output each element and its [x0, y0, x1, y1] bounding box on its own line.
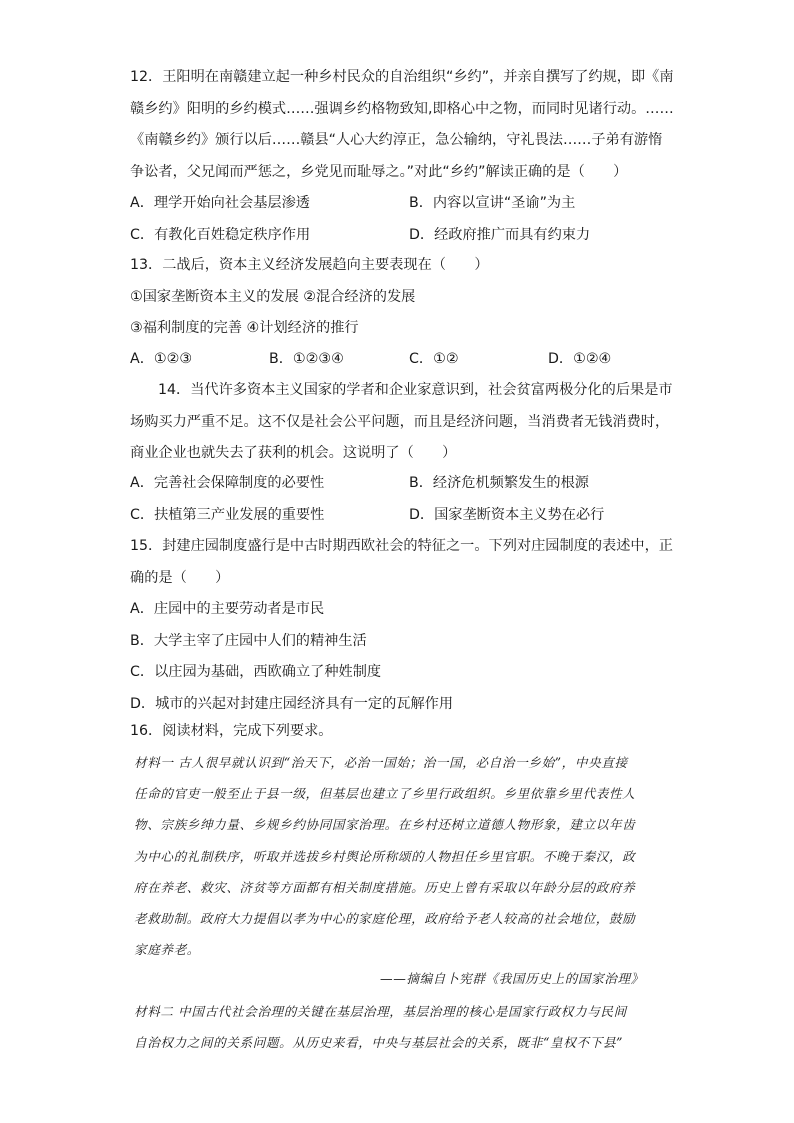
- material-line: 为中心的礼制秩序，听取并选拔乡村舆论所称颂的人物担任乡里官职。不晚于秦汉，政: [134, 848, 636, 864]
- material-line: 自治权力之间的关系问题。从历史来看，中央与基层社会的关系，既非“皇权不下县”: [134, 1035, 624, 1051]
- q14-line: 商业企业也就失去了获利的机会。这说明了（ ）: [130, 445, 457, 461]
- q13-stem: 13．二战后，资本主义经济发展趋向主要表现在（ ）: [130, 257, 489, 273]
- material-line: 任命的官吏一般至止于县一级，但基层也建立了乡里行政组织。乡里依靠乡里代表性人: [134, 786, 636, 802]
- material-line: 物、宗族乡绅力量、乡规乡约协同国家治理。在乡村还树立道德人物形象，建立以年齿: [134, 817, 636, 833]
- q13-option-d[interactable]: D．①②④: [548, 351, 612, 367]
- q14-options: [130, 468, 675, 531]
- material-line: 材料一 古人很早就认识到“治天下，必治一国始；治一国，必自治一乡始”，中央直接: [134, 755, 628, 770]
- material-1-source: ——摘编自卜宪群《我国历史上的国家治理》: [380, 971, 644, 986]
- q16-stem: 16．阅读材料，完成下列要求。: [130, 723, 333, 739]
- q12-line: 争讼者，父兄闻而严惩之，乡党见而耻辱之。”对此“乡约”解读正确的是（ ）: [130, 163, 628, 180]
- q15-line: 15．封建庄园制度盛行是中古时期西欧社会的特征之一。下列对庄园制度的表述中，正: [130, 538, 673, 554]
- q12-line: 赣乡约》阳明的乡约模式……强调乡约格物致知,即格心中之物，而同时见诸行动。……: [130, 100, 674, 117]
- q13-options: [130, 344, 675, 376]
- q13-item: ①国家垄断资本主义的发展 ②混合经济的发展: [130, 288, 416, 305]
- q12-line: 12．王阳明在南赣建立起一种乡村民众的自治组织“乡约”，并亲自撰写了约规，即《南: [130, 69, 674, 85]
- question-16: [130, 716, 675, 748]
- q13-option-c[interactable]: C．①②: [409, 351, 459, 367]
- q14-line: 14．当代许多资本主义国家的学者和企业家意识到，社会贫富两极分化的后果是市: [158, 382, 673, 398]
- q15-option-c[interactable]: C．以庄园为基础，西欧确立了种姓制度: [130, 664, 382, 680]
- q12-option-a[interactable]: A．理学开始向社会基层渗透: [130, 195, 310, 211]
- q14-option-d[interactable]: D．国家垄断资本主义势在必行: [409, 506, 605, 523]
- q12-line: 《南赣乡约》颁行以后……赣县“人心大约淳正，急公输纳，守礼畏法……子弟有游惰: [130, 132, 663, 148]
- q15-option-a[interactable]: A．庄园中的主要劳动者是市民: [130, 601, 325, 617]
- question-13: [130, 250, 675, 345]
- q12-options: [130, 188, 675, 251]
- q12-option-d[interactable]: D．经政府推广而具有约束力: [409, 226, 591, 243]
- q13-option-b[interactable]: B．①②③④: [269, 351, 344, 367]
- q13-option-a[interactable]: A．①②③: [130, 351, 193, 367]
- q15-option-d[interactable]: D．城市的兴起对封建庄园经济具有一定的瓦解作用: [130, 695, 454, 712]
- material-line: 老救助制。政府大力提倡以孝为中心的家庭伦理，政府给予老人较高的社会地位，鼓励: [134, 910, 636, 926]
- q14-option-a[interactable]: A．完善社会保障制度的必要性: [130, 475, 325, 491]
- material-2: [134, 996, 664, 1058]
- question-15: [130, 531, 675, 720]
- q14-option-c[interactable]: C．扶植第三产业发展的重要性: [130, 506, 325, 523]
- q12-option-c[interactable]: C．有教化百姓稳定秩序作用: [130, 226, 311, 243]
- q14-line: 场购买力严重不足。这不仅是社会公平问题，而且是经济问题，当消费者无钱消费时，: [130, 413, 670, 430]
- material-line: 材料二 中国古代社会治理的关键在基层治理，基层治理的核心是国家行政权力与民间: [134, 1004, 627, 1019]
- material-1: [134, 747, 664, 965]
- q12-option-b[interactable]: B．内容以宣讲“圣谕”为主: [409, 195, 576, 211]
- q15-option-b[interactable]: B．大学主宰了庄园中人们的精神生活: [130, 632, 367, 649]
- q15-line: 确的是（ ）: [130, 569, 230, 586]
- q13-item: ③福利制度的完善 ④计划经济的推行: [130, 320, 359, 336]
- question-12: [130, 62, 675, 188]
- material-line: 府在养老、救灾、济贫等方面都有相关制度措施。历史上曾有采取以年龄分层的政府养: [134, 879, 636, 895]
- material-line: 家庭养老。: [134, 942, 200, 958]
- q14-option-b[interactable]: B．经济危机频繁发生的根源: [409, 475, 589, 491]
- question-14: [130, 375, 675, 470]
